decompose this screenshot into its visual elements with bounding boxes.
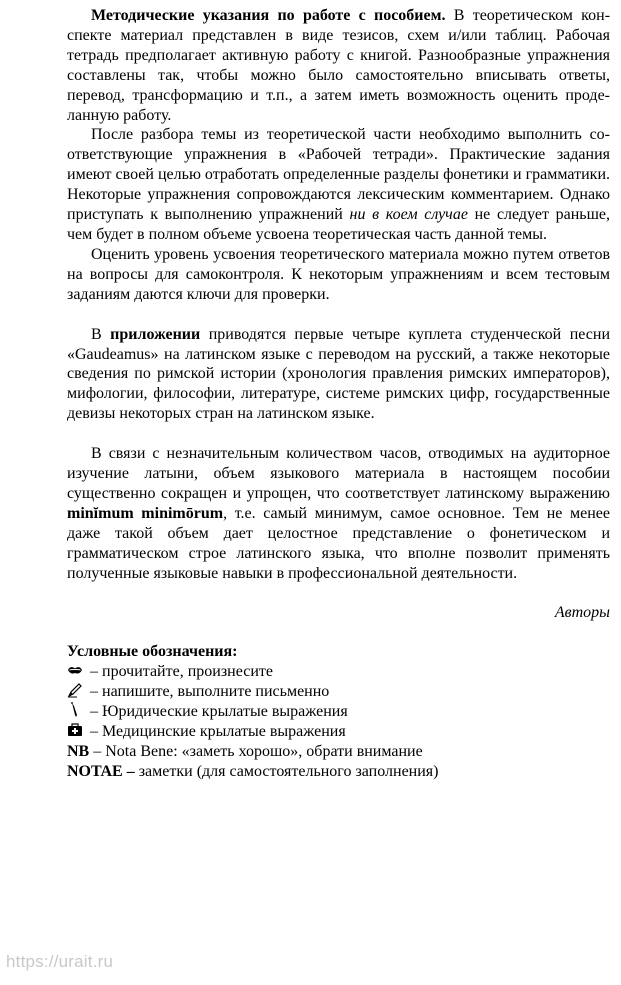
appendix-text-end: приводятся первые четыре куплета студенческой песни «Gaudeamus» на латинском языке с переводом на русский, а также некоторые сведения по римской истории (хронология правления римских императоров), мифологии, философии, литературе, системе римских цифр, государственные девизы некоторых стран на латинском языке.	[67, 325, 611, 423]
theory-paragraph	[67, 125, 610, 244]
self-check-paragraph	[67, 245, 610, 305]
legend-item-write-text: – напишите, выполните письменно	[86, 683, 330, 701]
legend	[67, 642, 610, 781]
notae-text: заметки (для самостоятельного заполнения)	[134, 762, 439, 780]
legend-item-legal-text: – Юридические крылатые выражения	[86, 703, 348, 721]
volume-text-end: , т.е. самый минимум, самое основное. Тем не менее даже такой объем дает целостное представление о фонетическом и грамматическом строе латинского языка, что вполне позволит применять полученные языковые навыки в профессиональной деятельности.	[67, 504, 610, 582]
spacer	[67, 305, 610, 325]
spacer	[67, 583, 610, 603]
theory-text-end: не следует раньше, чем будет в полном объеме усвоена теоретическая часть данной темы.	[67, 206, 611, 243]
volume-text-start: В связи с незначительным количеством часов, отводимых на аудиторное изучение латыни, объем языкового материала в настоящем пособии существенно сокращен и упрощен, что соответствует латинскому выражению	[67, 445, 610, 502]
appendix-paragraph	[67, 325, 610, 425]
nb-text: – Nota Bene: «заметь хорошо», обрати внимание	[89, 742, 423, 760]
pen-icon	[67, 682, 83, 698]
lips-icon	[67, 662, 83, 678]
notae-label: NOTAE –	[67, 762, 135, 780]
self-check-text: Оценить уровень усвоения теоретического материала можно путем ответов на вопросы для самоконтроля. К некоторым упражнениям и всем тестовым заданиям даются ключи для проверки.	[67, 245, 610, 303]
legend-item-read-text: – прочитайте, произнесите	[86, 663, 273, 681]
appendix-bold: приложении	[110, 325, 201, 343]
intro-text: В теоретическом конспекте материал представлен в виде тезисов, схем и/или таблиц. Рабочая тетрадь предполагает активную работу с книгой. Разнообразные упражнения составлены так, чтобы можно было самостоятельно вписывать ответы, перевод, трансформацию и т.п., а затем иметь возможность оценить проделанную работу.	[67, 7, 611, 124]
authors-signature: Авторы	[554, 604, 610, 622]
theory-text-start: После разбора темы из теоретической части необходимо выполнить соответствующие упражнения в «Рабочей тетради». Практические задания имеют своей целью отработать определенные разделы фонетики и грамматики. Некоторые упражнения сопровождаются лексическим комментарием. Однако приступать к выполнению упражнений	[67, 126, 610, 224]
spacer	[67, 424, 610, 444]
nb-label: NB	[67, 742, 90, 760]
legend-item-write	[67, 682, 610, 702]
intro-heading: Методические указания по работе с пособием.	[91, 7, 446, 24]
document-page	[67, 6, 610, 782]
medical-kit-icon	[67, 722, 83, 738]
latin-phrase: minĭmum minimōrum	[67, 504, 224, 522]
volume-paragraph	[67, 444, 610, 583]
quill-icon	[67, 702, 83, 718]
legend-item-medical	[67, 722, 610, 742]
appendix-text-start: В	[91, 325, 111, 343]
legend-item-nb	[67, 742, 610, 762]
legend-item-read	[67, 662, 610, 682]
intro-paragraph	[67, 6, 610, 125]
legend-item-legal	[67, 702, 610, 722]
watermark: https://urait.ru	[6, 952, 114, 971]
theory-emphasis: ни в коем случае	[349, 206, 468, 224]
legend-item-medical-text: – Медицинские крылатые выражения	[86, 723, 346, 740]
legend-item-notae	[67, 762, 610, 782]
legend-title: Условные обозначения:	[67, 643, 238, 661]
